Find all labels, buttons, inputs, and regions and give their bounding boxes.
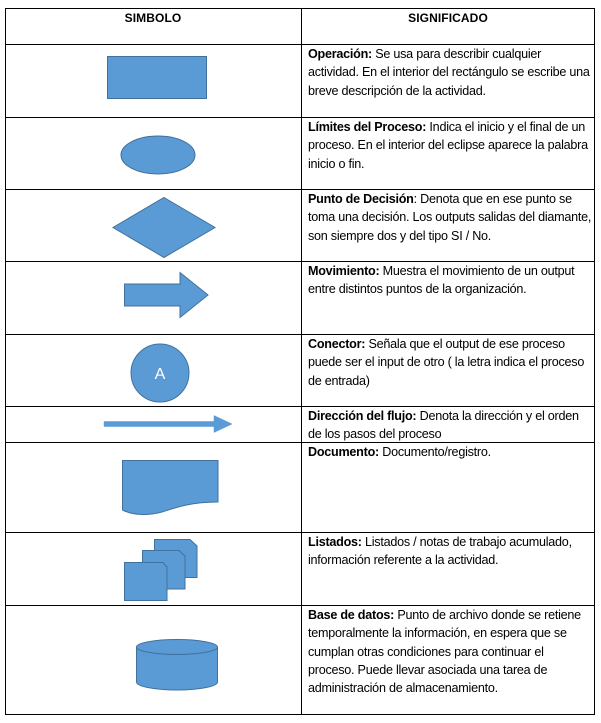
connector-letter: A [154, 366, 166, 383]
term-label: Límites del Proceso: [308, 120, 427, 134]
term-label: Punto de Decisión [308, 192, 414, 206]
row-movimiento-description: Movimiento: Muestra el movimiento de un output entre distintos puntos de la organización. [308, 264, 575, 297]
operation-rectangle-icon [107, 56, 207, 99]
row-flujo-description: Dirección del flujo: Denota la dirección y el orden de los pasos del proceso [308, 409, 579, 442]
column-divider [301, 8, 302, 715]
multi-document-icon [124, 539, 199, 602]
row-limites-description: Límites del Proceso: Indica el inicio y el final de un proceso. En el interior del eclipse aparece la palabra inicio o fin. [308, 120, 588, 171]
movement-block-arrow-icon [124, 272, 209, 318]
flow-direction-arrow-icon [104, 415, 233, 433]
document-icon [122, 460, 219, 517]
row-base-datos-description: Base de datos: Punto de archivo donde se retiene temporalmente la información, en espera que se cumplan otras condiciones para continuar el proceso. Puede llevar asociada una tarea de administración de almacenamiento. [308, 608, 581, 696]
term-label: Conector: [308, 337, 366, 351]
term-label: Base de datos: [308, 608, 395, 622]
database-cylinder-icon [136, 639, 218, 691]
term-label: Listados: [308, 535, 362, 549]
row-listados-description: Listados: Listados / notas de trabajo acumulado, información referente a la actividad. [308, 535, 572, 568]
row-documento-description: Documento: Documento/registro. [308, 445, 491, 459]
connector-circle-icon [130, 343, 190, 403]
row-decision-description: Punto de Decisión: Denota que en ese punto se toma una decisión. Los outputs salidas del diamante, son siempre dos y del tipo SI / No. [308, 192, 592, 243]
row-conector-description: Conector: Señala que el output de ese proceso puede ser el input de otro ( la letra indica el proceso de entrada) [308, 337, 585, 388]
process-limits-ellipse-icon [120, 135, 196, 175]
term-label: Dirección del flujo: [308, 409, 417, 423]
term-label: Operación: [308, 47, 372, 61]
row-operacion-description: Operación: Se usa para describir cualquier actividad. En el interior del rectángulo se escribe una breve descripción de la actividad. [308, 47, 590, 98]
decision-diamond-icon [112, 197, 216, 258]
term-label: Movimiento: [308, 264, 380, 278]
header-simbolo: SIMBOLO [124, 11, 182, 25]
header-significado: SIGNIFICADO [408, 11, 488, 25]
term-label: Documento: [308, 445, 379, 459]
